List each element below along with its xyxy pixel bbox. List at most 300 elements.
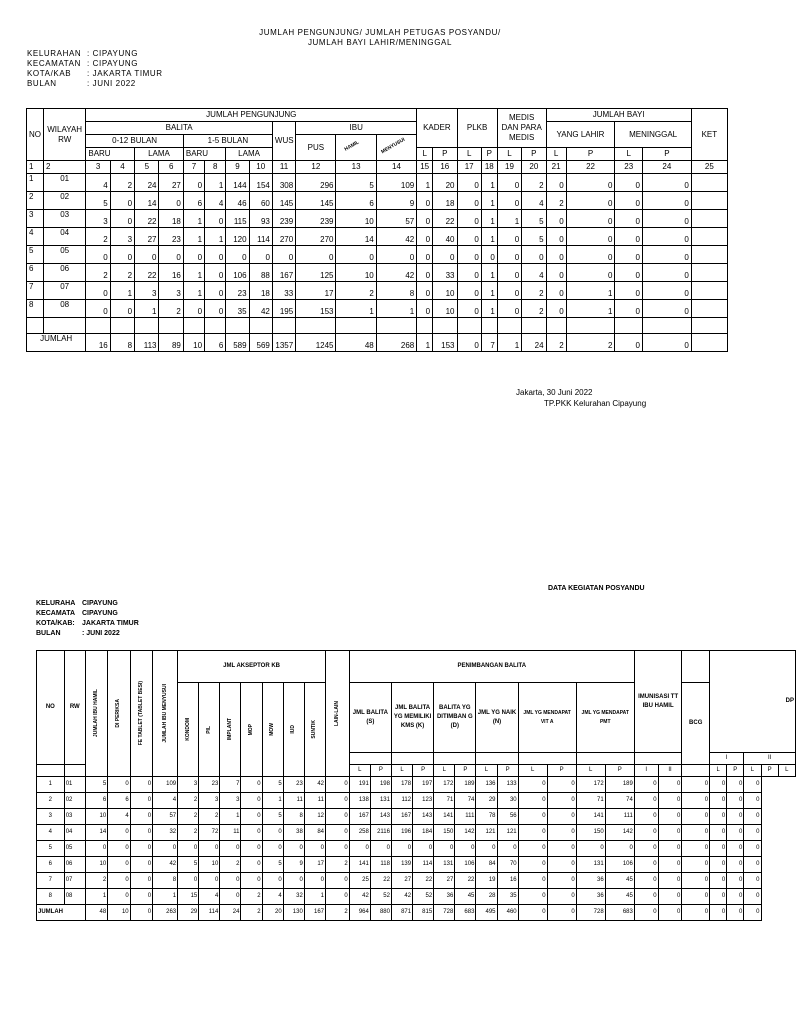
cell-value: 0 <box>615 228 643 246</box>
cell-value: 0 <box>615 246 643 264</box>
cell-value: 0 <box>434 841 455 857</box>
table-row <box>27 228 728 246</box>
total-value: 8 <box>110 334 134 352</box>
header-l: L <box>497 148 521 161</box>
cell-value: 270 <box>296 228 336 246</box>
cell-value: 0 <box>391 841 412 857</box>
cell-value: 0 <box>658 793 682 809</box>
cell-value: 0 <box>249 246 272 264</box>
cell-value: 167 <box>349 809 370 825</box>
cell-value: 0 <box>304 873 325 889</box>
total-value: 1 <box>417 334 433 352</box>
cell-value: 0 <box>547 873 576 889</box>
row-no: 8 <box>27 300 44 318</box>
cell-value: 29 <box>476 793 497 809</box>
cell-value: 1 <box>481 174 497 192</box>
cell-value: 111 <box>605 809 634 825</box>
cell-value: 0 <box>566 246 615 264</box>
cell-value: 1 <box>85 889 107 905</box>
cell-value: 0 <box>615 300 643 318</box>
row-rw: 05 <box>43 246 85 264</box>
cell-value: 52 <box>370 889 391 905</box>
cell-value: 74 <box>455 793 476 809</box>
cell-value: 32 <box>283 889 304 905</box>
cell-value: 18 <box>159 210 183 228</box>
header-lain-lain-label: LAIN-LAIN <box>333 701 340 726</box>
row-no: 6 <box>37 857 65 873</box>
cell-value: 0 <box>205 246 226 264</box>
header-fe-tablet-label: FE TABLET (TABLET BESI) <box>137 681 144 746</box>
header-baru: BARU <box>183 148 225 161</box>
total-value: 16 <box>86 334 110 352</box>
cell-value: 1 <box>566 282 615 300</box>
column-number: 24 <box>643 161 692 174</box>
cell-value: 0 <box>566 264 615 282</box>
meta-label: BULAN <box>27 79 57 88</box>
cell-value: 4 <box>262 889 283 905</box>
cell-value: 120 <box>226 228 249 246</box>
cell-value: 0 <box>682 857 710 873</box>
row-no: 8 <box>37 889 65 905</box>
header-l: L <box>546 148 566 161</box>
total-value: 10 <box>108 905 130 921</box>
total-value: 0 <box>744 905 761 921</box>
cell-value: 70 <box>497 857 518 873</box>
cell-value: 0 <box>283 873 304 889</box>
header-iud <box>283 683 304 777</box>
cell-value: 6 <box>183 192 204 210</box>
total-value: 1245 <box>296 334 336 352</box>
cell-value: 5 <box>86 192 110 210</box>
cell-value: 0 <box>220 873 241 889</box>
cell-value: 239 <box>272 210 295 228</box>
total-value: 0 <box>710 905 727 921</box>
cell-value: 0 <box>634 889 658 905</box>
cell-value: 20 <box>433 174 457 192</box>
cell-value: 0 <box>615 210 643 228</box>
cell-value: 1 <box>262 793 283 809</box>
cell-value: 27 <box>391 873 412 889</box>
column-number: 21 <box>546 161 566 174</box>
cell-value: 0 <box>417 192 433 210</box>
cell-value: 24 <box>135 174 159 192</box>
cell-value <box>691 228 727 246</box>
total-value: 2 <box>566 334 615 352</box>
column-number: 6 <box>159 161 183 174</box>
row-no: 4 <box>27 228 44 246</box>
cell-value: 143 <box>370 809 391 825</box>
cell-value: 0 <box>682 889 710 905</box>
header-implant-label: IMPLANT <box>226 718 233 741</box>
header-p: P <box>413 765 434 777</box>
cell-value: 72 <box>199 825 220 841</box>
total-label: JUMLAH <box>37 905 86 921</box>
cell-value: 0 <box>634 841 658 857</box>
cell-value: 17 <box>296 282 336 300</box>
cell-value: 1 <box>304 889 325 905</box>
cell-value: 22 <box>135 210 159 228</box>
cell-value: 0 <box>241 777 262 793</box>
cell-value: 2 <box>178 809 199 825</box>
meta-label: KECAMATAN <box>27 59 81 68</box>
cell-value: 139 <box>391 857 412 873</box>
cell-value: 2 <box>178 825 199 841</box>
row-rw: 07 <box>64 873 85 889</box>
row-rw: 05 <box>64 841 85 857</box>
cell-value: 0 <box>658 809 682 825</box>
header-p: P <box>761 765 778 777</box>
cell-value: 0 <box>205 282 226 300</box>
cell-value: 28 <box>476 889 497 905</box>
cell-value: 42 <box>304 777 325 793</box>
cell-value: 136 <box>476 777 497 793</box>
cell-value: 0 <box>546 210 566 228</box>
cell-value: 0 <box>326 809 350 825</box>
header-l: L <box>518 765 547 777</box>
blank-cell <box>615 318 643 334</box>
cell-value: 0 <box>658 857 682 873</box>
doc1-meta <box>27 49 165 89</box>
cell-value: 0 <box>643 210 692 228</box>
total-value: 10 <box>183 334 204 352</box>
cell-value: 0 <box>241 793 262 809</box>
column-number: 15 <box>417 161 433 174</box>
cell-value: 131 <box>434 857 455 873</box>
cell-value: 0 <box>130 825 152 841</box>
meta-label: KELURAHA <box>36 600 76 607</box>
cell-value: 0 <box>634 857 658 873</box>
cell-value: 142 <box>605 825 634 841</box>
cell-value: 0 <box>262 825 283 841</box>
cell-value: 3 <box>110 228 134 246</box>
blank-cell <box>183 318 204 334</box>
cell-value: 172 <box>434 777 455 793</box>
cell-value: 0 <box>241 873 262 889</box>
cell-value: 18 <box>433 192 457 210</box>
cell-value: 22 <box>455 873 476 889</box>
cell-value: 42 <box>376 264 416 282</box>
cell-value: 189 <box>605 777 634 793</box>
total-value: 728 <box>576 905 605 921</box>
row-no: 4 <box>37 825 65 841</box>
cell-value: 0 <box>130 809 152 825</box>
header-p: P <box>433 148 457 161</box>
cell-value: 153 <box>296 300 336 318</box>
cell-value: 0 <box>108 857 130 873</box>
cell-value <box>691 282 727 300</box>
cell-value: 18 <box>249 282 272 300</box>
header-pil-label: PIL <box>205 725 212 734</box>
header-bcg: BCG <box>682 683 710 765</box>
cell-value: 0 <box>546 228 566 246</box>
cell-value: 1 <box>417 174 433 192</box>
cell-value: 0 <box>744 777 761 793</box>
cell-value: 0 <box>634 825 658 841</box>
cell-value: 0 <box>326 873 350 889</box>
row-rw: 06 <box>43 264 85 282</box>
total-value: 268 <box>376 334 416 352</box>
cell-value: 42 <box>391 889 412 905</box>
cell-value: 16 <box>159 264 183 282</box>
cell-value <box>691 246 727 264</box>
cell-value: 0 <box>634 873 658 889</box>
cell-value: 2 <box>546 192 566 210</box>
cell-value: 0 <box>108 873 130 889</box>
cell-value: 0 <box>643 264 692 282</box>
column-number: 19 <box>497 161 521 174</box>
cell-value: 0 <box>417 300 433 318</box>
cell-value: 167 <box>391 809 412 825</box>
header-hamil-label: HAMIL <box>344 139 361 153</box>
subhead-blank <box>576 753 634 765</box>
meta-value: JAKARTA TIMUR <box>82 620 139 627</box>
cell-value: 0 <box>153 841 178 857</box>
blank-cell <box>522 318 546 334</box>
subhead-blank <box>64 765 85 777</box>
cell-value: 0 <box>457 246 481 264</box>
total-value: 0 <box>457 334 481 352</box>
cell-value: 0 <box>518 873 547 889</box>
blank-cell <box>226 318 249 334</box>
meta-value: CIPAYUNG <box>82 600 118 607</box>
cell-value: 131 <box>576 857 605 873</box>
cell-value: 121 <box>476 825 497 841</box>
total-value: 495 <box>476 905 497 921</box>
header-iud-label: IUD <box>290 725 297 734</box>
blank-cell <box>546 318 566 334</box>
column-number: 20 <box>522 161 546 174</box>
cell-value: 0 <box>497 264 521 282</box>
cell-value: 1 <box>481 264 497 282</box>
total-value: 0 <box>518 905 547 921</box>
blank-cell <box>336 318 376 334</box>
row-no: 2 <box>27 192 44 210</box>
column-number: 11 <box>272 161 295 174</box>
blank-cell <box>249 318 272 334</box>
cell-value: 2 <box>522 300 546 318</box>
cell-value: 0 <box>417 228 433 246</box>
cell-value: 56 <box>497 809 518 825</box>
doc1-title-line1: JUMLAH PENGUNJUNG/ JUMLAH PETUGAS POSYANDU/ <box>259 28 501 37</box>
header-p: P <box>522 148 546 161</box>
column-number: 16 <box>433 161 457 174</box>
cell-value: 0 <box>615 174 643 192</box>
cell-value: 84 <box>476 857 497 873</box>
blank-cell <box>27 318 44 334</box>
cell-value: 8 <box>153 873 178 889</box>
cell-value: 0 <box>457 192 481 210</box>
cell-value: 143 <box>413 809 434 825</box>
header-p: P <box>481 148 497 161</box>
cell-value: 0 <box>417 282 433 300</box>
cell-value: 0 <box>658 889 682 905</box>
cell-value: 0 <box>326 777 350 793</box>
cell-value: 144 <box>226 174 249 192</box>
header-jumlah-ibu-hamil <box>85 651 107 777</box>
header-kondom-label: KONDOM <box>184 718 191 741</box>
table-row <box>37 889 796 905</box>
row-no: 2 <box>37 793 65 809</box>
doc2-table-clip <box>36 650 794 915</box>
header-jml-naik: JML YG NAIK (N) <box>476 683 518 753</box>
table-row <box>27 210 728 228</box>
row-rw: 04 <box>43 228 85 246</box>
doc1-title-line2: JUMLAH BAYI LAHIR/MENINGGAL <box>307 38 453 47</box>
header-mow <box>262 683 283 777</box>
cell-value: 1 <box>481 282 497 300</box>
cell-value: 198 <box>370 777 391 793</box>
cell-value: 11 <box>220 825 241 841</box>
cell-value: 45 <box>605 873 634 889</box>
header-p: P <box>497 765 518 777</box>
column-number: 14 <box>376 161 416 174</box>
cell-value: 1 <box>183 228 204 246</box>
column-number: 18 <box>481 161 497 174</box>
table-row <box>37 825 796 841</box>
blank-cell <box>691 318 727 334</box>
cell-value: 0 <box>682 825 710 841</box>
cell-value: 0 <box>566 192 615 210</box>
cell-value: 0 <box>518 841 547 857</box>
cell-value: 0 <box>522 246 546 264</box>
cell-value: 4 <box>199 889 220 905</box>
cell-value: 0 <box>518 889 547 905</box>
cell-value: 121 <box>497 825 518 841</box>
total-value: 964 <box>349 905 370 921</box>
cell-value: 23 <box>226 282 249 300</box>
cell-value: 0 <box>710 889 727 905</box>
cell-value: 52 <box>413 889 434 905</box>
cell-value: 0 <box>326 793 350 809</box>
header-jumlah-ibu-menyusui <box>153 651 178 777</box>
header-p: P <box>370 765 391 777</box>
header-1-5-bulan: 1-5 BULAN <box>183 135 272 148</box>
cell-value: 0 <box>108 825 130 841</box>
header-0-12-bulan: 0-12 BULAN <box>86 135 184 148</box>
cell-value: 16 <box>497 873 518 889</box>
total-value: 0 <box>643 334 692 352</box>
total-value: 113 <box>135 334 159 352</box>
cell-value: 109 <box>376 174 416 192</box>
cell-value: 0 <box>86 282 110 300</box>
cell-value: 0 <box>457 264 481 282</box>
header-jml-balita-kms: JML BALITA YG MEMILIKI KMS (K) <box>391 683 433 753</box>
cell-value: 141 <box>349 857 370 873</box>
cell-value <box>691 174 727 192</box>
cell-value: 0 <box>183 246 204 264</box>
header-dp-i: I <box>710 753 744 765</box>
header-jumlah-ibu-menyusui-label: JUMLAH IBU MENYUSUI <box>161 684 168 743</box>
cell-value: 2 <box>326 857 350 873</box>
cell-value: 23 <box>199 777 220 793</box>
cell-value: 0 <box>615 192 643 210</box>
cell-value: 2 <box>336 282 376 300</box>
cell-value: 5 <box>262 857 283 873</box>
blank-cell <box>643 318 692 334</box>
total-value: 7 <box>481 334 497 352</box>
cell-value: 195 <box>272 300 295 318</box>
cell-value: 197 <box>413 777 434 793</box>
blank-cell <box>497 318 521 334</box>
cell-value: 0 <box>744 793 761 809</box>
cell-value: 0 <box>457 282 481 300</box>
total-value: 0 <box>658 905 682 921</box>
cell-value: 114 <box>249 228 272 246</box>
header-jumlah-pengunjung: JUMLAH PENGUNJUNG <box>86 109 417 122</box>
column-number: 2 <box>43 161 85 174</box>
total-value: 153 <box>433 334 457 352</box>
meta-value: : CIPAYUNG <box>87 59 139 68</box>
cell-value: 0 <box>476 841 497 857</box>
cell-value: 0 <box>744 841 761 857</box>
cell-value: 0 <box>130 857 152 873</box>
cell-value: 0 <box>433 246 457 264</box>
row-no: 7 <box>37 873 65 889</box>
cell-value: 2 <box>85 873 107 889</box>
cell-value: 6 <box>108 793 130 809</box>
cell-value: 88 <box>249 264 272 282</box>
cell-value: 0 <box>682 841 710 857</box>
meta-value: : JUNI 2022 <box>87 79 136 88</box>
cell-value: 0 <box>643 192 692 210</box>
cell-value: 14 <box>135 192 159 210</box>
total-value: 815 <box>413 905 434 921</box>
cell-value: 0 <box>518 825 547 841</box>
cell-value: 78 <box>476 809 497 825</box>
column-number: 3 <box>86 161 110 174</box>
total-value: 0 <box>615 334 643 352</box>
header-mow-label: MOW <box>269 723 276 736</box>
cell-value: 0 <box>326 889 350 905</box>
table-row <box>37 857 796 873</box>
blank-cell <box>296 318 336 334</box>
cell-value: 0 <box>710 793 727 809</box>
blank-cell <box>135 318 159 334</box>
header-menyusui-label: MENYUSUI <box>380 136 406 156</box>
header-l: L <box>576 765 605 777</box>
cell-value: 0 <box>547 841 576 857</box>
cell-value: 0 <box>710 825 727 841</box>
blank-cell <box>566 318 615 334</box>
cell-value: 3 <box>159 282 183 300</box>
cell-value: 0 <box>178 873 199 889</box>
header-akseptor-kb: JML AKSEPTOR KB <box>178 651 326 683</box>
header-l: L <box>417 148 433 161</box>
cell-value: 0 <box>727 825 744 841</box>
cell-value: 0 <box>130 793 152 809</box>
cell-value: 22 <box>413 873 434 889</box>
cell-value: 0 <box>417 246 433 264</box>
meta-value: CIPAYUNG <box>82 610 118 617</box>
header-l: L <box>710 765 727 777</box>
header-ket: KET <box>691 109 727 161</box>
cell-value: 1 <box>135 300 159 318</box>
row-no: 6 <box>27 264 44 282</box>
table-row <box>27 300 728 318</box>
row-no: 5 <box>27 246 44 264</box>
row-no: 7 <box>27 282 44 300</box>
cell-value: 2 <box>86 264 110 282</box>
header-p: P <box>727 765 744 777</box>
cell-value: 0 <box>727 777 744 793</box>
cell-value: 0 <box>110 246 134 264</box>
cell-value: 296 <box>296 174 336 192</box>
total-value: 460 <box>497 905 518 921</box>
cell-value: 0 <box>130 777 152 793</box>
cell-value: 1 <box>220 809 241 825</box>
cell-value: 0 <box>710 873 727 889</box>
cell-value: 2 <box>178 793 199 809</box>
